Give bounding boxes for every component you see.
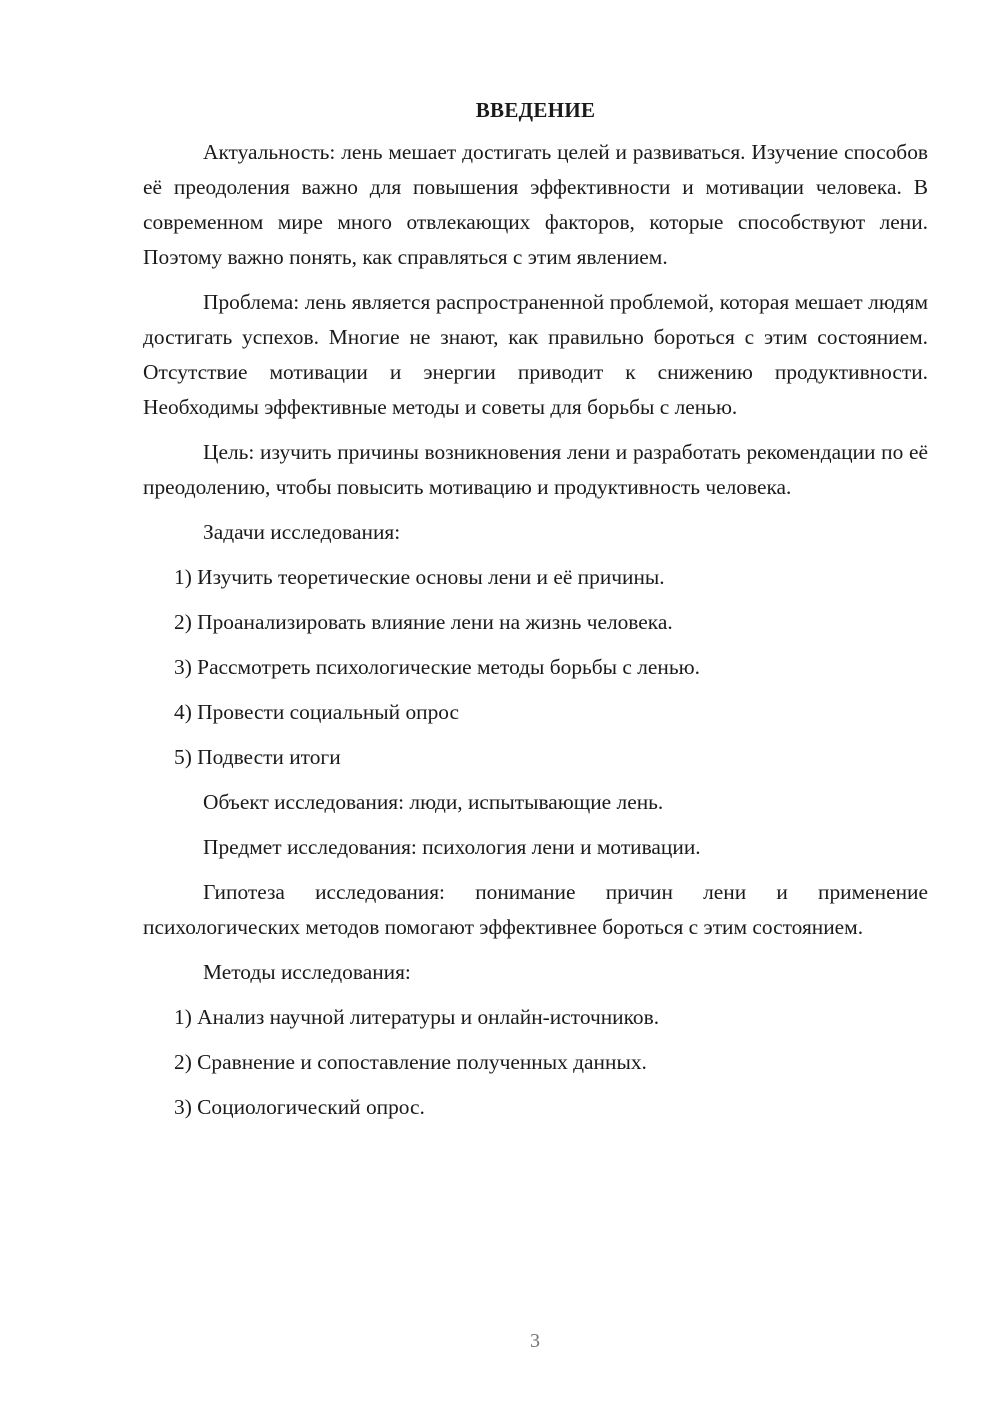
methods-list <box>143 1000 928 1125</box>
tasks-list <box>143 560 928 775</box>
task-item: 3) Рассмотреть психологические методы борьбы с ленью. <box>174 655 700 679</box>
goal-paragraph: Цель: изучить причины возникновения лени и разработать рекомендации по её преодолению, чтобы повысить мотивацию и продуктивность человека. <box>143 440 928 499</box>
hypothesis-paragraph: Гипотеза исследования: понимание причин лени и применение психологических методов помогают эффективнее бороться с этим состоянием. <box>143 880 928 939</box>
methods-label: Методы исследования: <box>203 960 411 984</box>
task-item: 2) Проанализировать влияние лени на жизнь человека. <box>174 610 673 634</box>
method-item: 1) Анализ научной литературы и онлайн-источников. <box>174 1005 660 1029</box>
task-item: 1) Изучить теоретические основы лени и её причины. <box>174 565 665 589</box>
task-item: 4) Провести социальный опрос <box>174 700 460 724</box>
task-item: 5) Подвести итоги <box>174 745 341 769</box>
tasks-label: Задачи исследования: <box>203 520 401 544</box>
object-paragraph: Объект исследования: люди, испытывающие лень. <box>203 790 664 814</box>
page-content <box>143 93 928 1135</box>
subject-paragraph: Предмет исследования: психология лени и мотивации. <box>203 835 701 859</box>
page-number: 3 <box>530 1330 540 1352</box>
method-item: 2) Сравнение и сопоставление полученных данных. <box>174 1050 647 1074</box>
problem-paragraph: Проблема: лень является распространенной проблемой, которая мешает людям достигать успехов. Многие не знают, как правильно бороться с этим состоянием. Отсутствие мотивации и энергии приводит к снижению продуктивности. Необходимы эффективные методы и советы для борьбы с ленью. <box>143 290 928 419</box>
relevance-paragraph: Актуальность: лень мешает достигать целей и развиваться. Изучение способов её преодоления важно для повышения эффективности и мотивации человека. В современном мире много отвлекающих факторов, которые способствуют лени. Поэтому важно понять, как справляться с этим явлением. <box>143 140 928 269</box>
method-item: 3) Социологический опрос. <box>174 1095 425 1119</box>
section-title: ВВЕДЕНИЕ <box>475 98 596 122</box>
